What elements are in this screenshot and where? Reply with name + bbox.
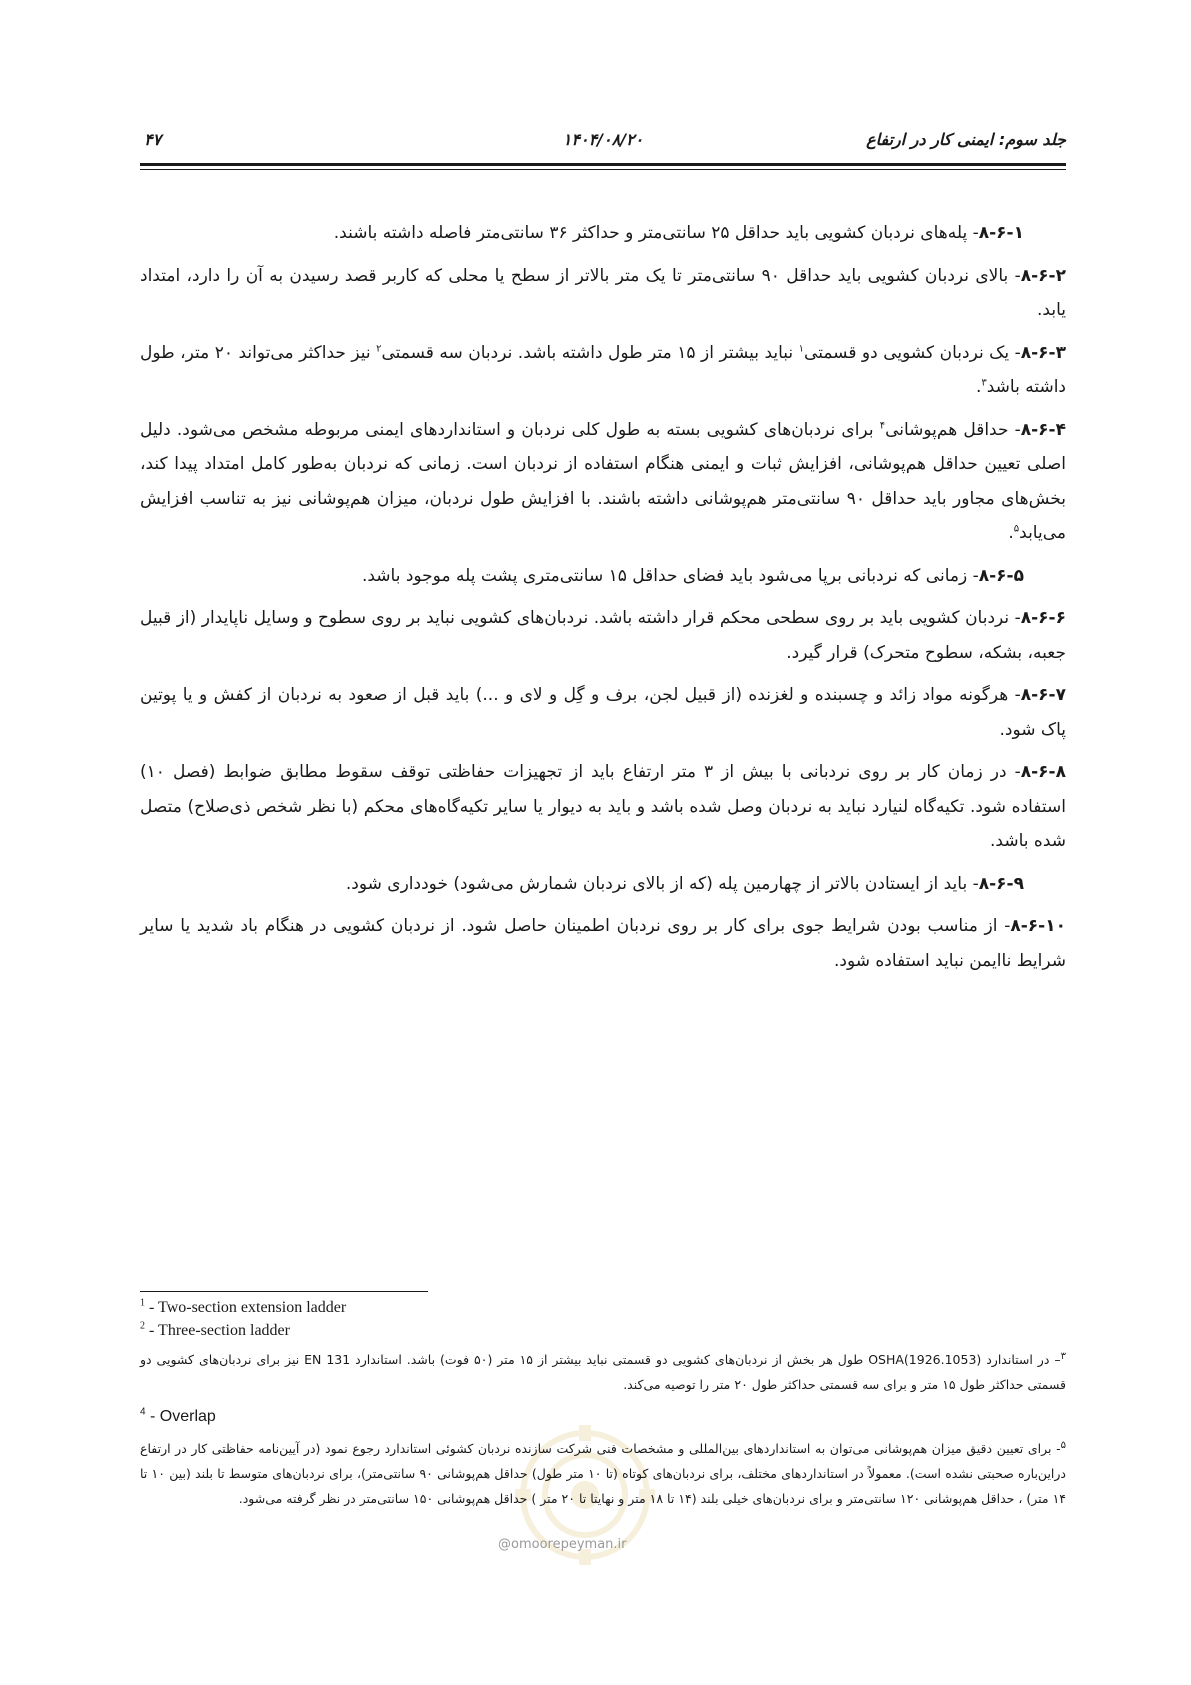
watermark-text: @omoorepeyman.ir <box>498 1537 627 1552</box>
paragraph-8-6-2: ۸-۶-۲- بالای نردبان کشویی باید حداقل ۹۰ سانتی‌متر تا یک متر بالاتر از سطح یا محلی که کاربر قصد رسیدن به آن را دارد، امتداد یابد. <box>140 265 1066 320</box>
paragraph-8-6-4: ۸-۶-۴- حداقل هم‌پوشانی$^۴$ برای نردبان‌های کشویی بسته به طول کلی نردبان و استانداردهای ایمنی مربوطه مشخص می‌شود. دلیل اصلی تعیین حداقل هم‌پوشانی، افزایش ثبات و ایمنی هنگام استفاده از نردبان است. زمانی که نردبان به‌طور کامل امتداد پیدا کند، بخش‌های مجاور باید حداقل ۹۰ سانتی‌متر هم‌پوشانی داشته باشند. با افزایش طول نردبان، میزان هم‌پوشانی نیز به تناسب افزایش می‌یابد$^۵$. <box>140 419 1066 543</box>
paragraph-8-6-10: ۸-۶-۱۰- از مناسب بودن شرایط جوی برای کار بر روی نردبان اطمینان حاصل شود. از نردبان کشویی در هنگام باد شدید یا سایر شرایط ناایمن نباید استفاده شود. <box>140 916 1066 971</box>
footnote-1: $^1$ - Two-section extension ladder <box>140 1297 347 1316</box>
footnote-ref-1[interactable]: ۱ <box>798 342 805 354</box>
footnote-5: $^۵$- برای تعیین دقیق میزان هم‌پوشانی می‌توان به استانداردهای بین‌المللی و مشخصات فنی شرکت سازنده نردبان کشوئی استاندارد رجوع نمود (در آیین‌نامه حفاظتی کار در ارتفاع دراین‌باره صحبتی نشده است). معمولاً در استانداردهای مختلف، برای نردبان‌های کوتاه (تا ۱۰ متر طول) حداقل هم‌پوشانی ۹۰ سانتی‌متر)، برای نردبان‌های متوسط تا بلند (بین ۱۰ تا ۱۴ متر) ، حداقل هم‌پوشانی ۱۲۰ سانتی‌متر و برای نردبان‌های خیلی بلند (۱۴ تا ۱۸ متر و نهایتا تا ۲۰ متر ) حداقل هم‌پوشانی ۱۵۰ سانتی‌متر در نظر گرفته می‌شود. <box>140 1439 1066 1506</box>
paragraph-8-6-5: ۸-۶-۵- زمانی که نردبانی برپا می‌شود باید فضای حداقل ۱۵ سانتی‌متری پشت پله موجود باشد. <box>361 565 1024 586</box>
footnote-4: $^4$ - Overlap <box>140 1406 216 1425</box>
header-title: جلد سوم: ایمنی کار در ارتفاع <box>866 130 1066 149</box>
footnote-ref-2[interactable]: ۲ <box>376 342 382 354</box>
header-rule-thick <box>140 163 1066 166</box>
paragraph-8-6-6: ۸-۶-۶- نردبان کشویی باید بر روی سطحی محکم قرار داشته باشد. نردبان‌های کشویی نباید بر روی سطوح و وسایل ناپایدار (از قبیل جعبه، بشکه، سطوح متحرک) قرار گیرد. <box>140 608 1066 663</box>
paragraph-8-6-1: ۸-۶-۱- پله‌های نردبان کشویی باید حداقل ۲۵ سانتی‌متر و حداکثر ۳۶ سانتی‌متر فاصله داشته باشند. <box>333 223 1024 243</box>
running-header <box>140 128 1066 158</box>
footnote-3: $^۳$– در استاندارد OSHA(1926.1053) طول هر بخش از نردبان‌های کشویی دو قسمتی نباید بیشتر از ۱۵ متر (۵۰ فوت) باشد. استاندارد EN 131 نیز برای نردبان‌های کشویی دو قسمتی حداکثر طول ۱۵ متر و برای سه قسمتی حداکثر طول ۲۰ متر را توصیه می‌کند. <box>140 1350 1066 1392</box>
paragraph-8-6-7: ۸-۶-۷- هرگونه مواد زائد و چسبنده و لغزنده (از قبیل لجن، برف و گِل و لای و ...) باید قبل از صعود به نردبان از کفش و یا پوتین پاک شود. <box>140 685 1066 740</box>
paragraph-8-6-9: ۸-۶-۹- باید از ایستادن بالاتر از چهارمین پله (که از بالای نردبان شمارش می‌شود) خودداری شود. <box>345 873 1024 894</box>
paragraph-8-6-8: ۸-۶-۸- در زمان کار بر روی نردبانی با بیش از ۳ متر ارتفاع باید از تجهیزات حفاظتی توقف سقوط مطابق ضوابط (فصل ۱۰) استفاده شود. تکیه‌گاه لنیارد نباید به نردبان وصل شده باشد و باید به دیوار یا سایر تکیه‌گاه‌های محکم (با نظر شخص ذی‌صلاح) متصل شده باشد. <box>140 762 1066 851</box>
header-date: ۱۴۰۴/۰۸/۲۰ <box>562 130 644 149</box>
header-rule-thin <box>140 169 1066 170</box>
footnote-separator <box>140 1291 428 1292</box>
page-number: ۴۷ <box>144 130 162 149</box>
paragraph-8-6-3: ۸-۶-۳- یک نردبان کشویی دو قسمتی$^۱$ نباید بیشتر از ۱۵ متر طول داشته باشد. نردبان سه قسمتی$^۲$ نیز حداکثر می‌تواند ۲۰ متر، طول داشته باشد$^۳$. <box>140 342 1066 397</box>
body-text <box>140 216 1066 986</box>
footnote-2: $^2$ - Three-section ladder <box>140 1320 290 1339</box>
footnote-ref-4[interactable]: ۴ <box>879 419 886 431</box>
footnote-ref-3[interactable]: ۳ <box>981 377 987 389</box>
footnote-ref-5[interactable]: ۵ <box>1013 523 1020 535</box>
